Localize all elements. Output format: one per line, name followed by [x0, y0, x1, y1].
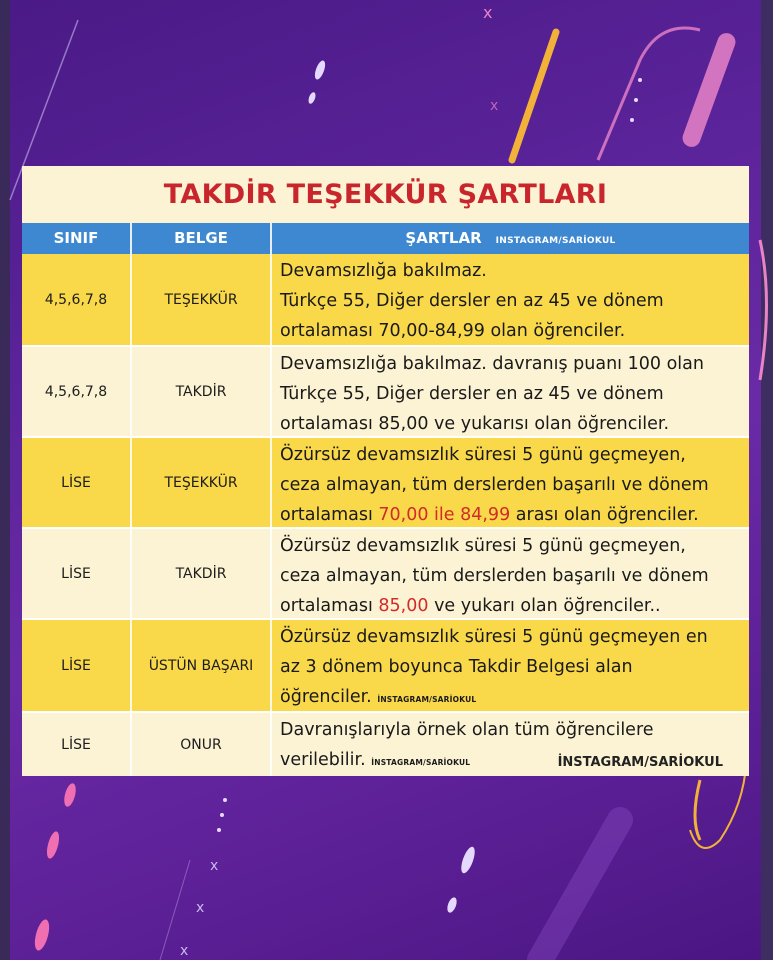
condition-line: Türkçe 55, Diğer dersler en az 45 ve dönem	[280, 384, 664, 404]
highlight-value: 85,00	[378, 596, 429, 616]
condition-line: Davranışlarıyla örnek olan tüm öğrencilere	[280, 720, 654, 740]
condition-line: az 3 dönem boyunca Takdir Belgesi alan	[280, 657, 633, 677]
cell-sinif: LİSE	[61, 475, 91, 491]
cell-belge: TAKDİR	[175, 566, 227, 582]
table-row	[22, 438, 749, 528]
cell-sinif: LİSE	[61, 736, 91, 753]
condition-line: Devamsızlığa bakılmaz. davranış puanı 100 olan	[280, 354, 704, 374]
header-watermark: INSTAGRAM/SARİOKUL	[495, 236, 616, 246]
cell-belge: ONUR	[180, 736, 222, 753]
condition-line: Özürsüz devamsızlık süresi 5 günü geçmeyen,	[280, 445, 686, 465]
cell-belge: TEŞEKKÜR	[164, 475, 238, 491]
svg-text:x: x	[483, 3, 493, 22]
condition-line: Devamsızlığa bakılmaz.	[280, 261, 487, 281]
cell-sartlar	[280, 529, 745, 619]
column-divider	[270, 254, 272, 346]
condition-line: ceza almayan, tüm derslerden başarılı ve dönem	[280, 566, 709, 586]
condition-text: ortalaması	[280, 505, 379, 525]
condition-text: öğrenciler.	[280, 687, 372, 707]
cell-sinif: LİSE	[61, 658, 91, 674]
cell-sartlar	[280, 438, 745, 528]
row-watermark: İNSTAGRAM/SARİOKUL	[371, 758, 471, 767]
table-header	[22, 223, 749, 254]
condition-line	[280, 591, 745, 621]
svg-text:x: x	[210, 858, 219, 874]
column-divider	[270, 529, 272, 619]
condition-text: arası olan öğrenciler.	[510, 505, 699, 525]
condition-line: Türkçe 55, Diğer dersler en az 45 ve dönem	[280, 291, 664, 311]
table-row	[22, 620, 749, 712]
cell-sinif: 4,5,6,7,8	[44, 384, 108, 400]
condition-line: ortalaması 70,00-84,99 olan öğrenciler.	[280, 321, 626, 341]
cell-sinif: LİSE	[61, 566, 91, 582]
header-sartlar-label: ŞARTLAR	[405, 229, 482, 247]
table-title: TAKDİR TEŞEKKÜR ŞARTLARI	[163, 179, 608, 210]
condition-line: ceza almayan, tüm derslerden başarılı ve dönem	[280, 475, 709, 495]
column-divider	[270, 713, 272, 776]
header-belge: BELGE	[174, 229, 228, 247]
header-sinif: SINIF	[53, 229, 99, 247]
highlight-range: 70,00 ile 84,99	[378, 505, 511, 525]
cell-sartlar	[280, 254, 745, 346]
cell-sartlar	[280, 620, 745, 712]
table-row	[22, 529, 749, 619]
header-sartlar	[272, 223, 749, 254]
table-row	[22, 254, 749, 346]
conditions-table-card	[22, 166, 749, 776]
condition-line: Özürsüz devamsızlık süresi 5 günü geçmeyen,	[280, 536, 686, 556]
table-row	[22, 347, 749, 437]
condition-line	[280, 500, 745, 530]
bottom-watermark: İNSTAGRAM/SARİOKUL	[557, 755, 723, 770]
row-watermark: İNSTAGRAM/SARİOKUL	[377, 695, 477, 704]
column-divider	[270, 347, 272, 437]
condition-text: verilebilir.	[280, 750, 366, 770]
condition-line: Özürsüz devamsızlık süresi 5 günü geçmeyen en	[280, 627, 708, 647]
cell-belge: TEŞEKKÜR	[164, 292, 238, 308]
column-divider	[270, 620, 272, 712]
condition-text: ortalaması	[280, 596, 379, 616]
svg-text:x: x	[196, 900, 205, 916]
table-row	[22, 713, 749, 776]
svg-text:x: x	[490, 98, 499, 114]
cell-sartlar	[280, 347, 745, 437]
cell-sinif: 4,5,6,7,8	[44, 292, 108, 308]
condition-line: ortalaması 85,00 ve yukarısı olan öğrenciler.	[280, 414, 670, 434]
cell-belge: ÜSTÜN BAŞARI	[148, 658, 254, 674]
condition-text: ve yukarı olan öğrenciler..	[428, 596, 661, 616]
column-divider	[270, 438, 272, 528]
svg-text:x: x	[180, 943, 189, 959]
cell-belge: TAKDİR	[175, 384, 227, 400]
